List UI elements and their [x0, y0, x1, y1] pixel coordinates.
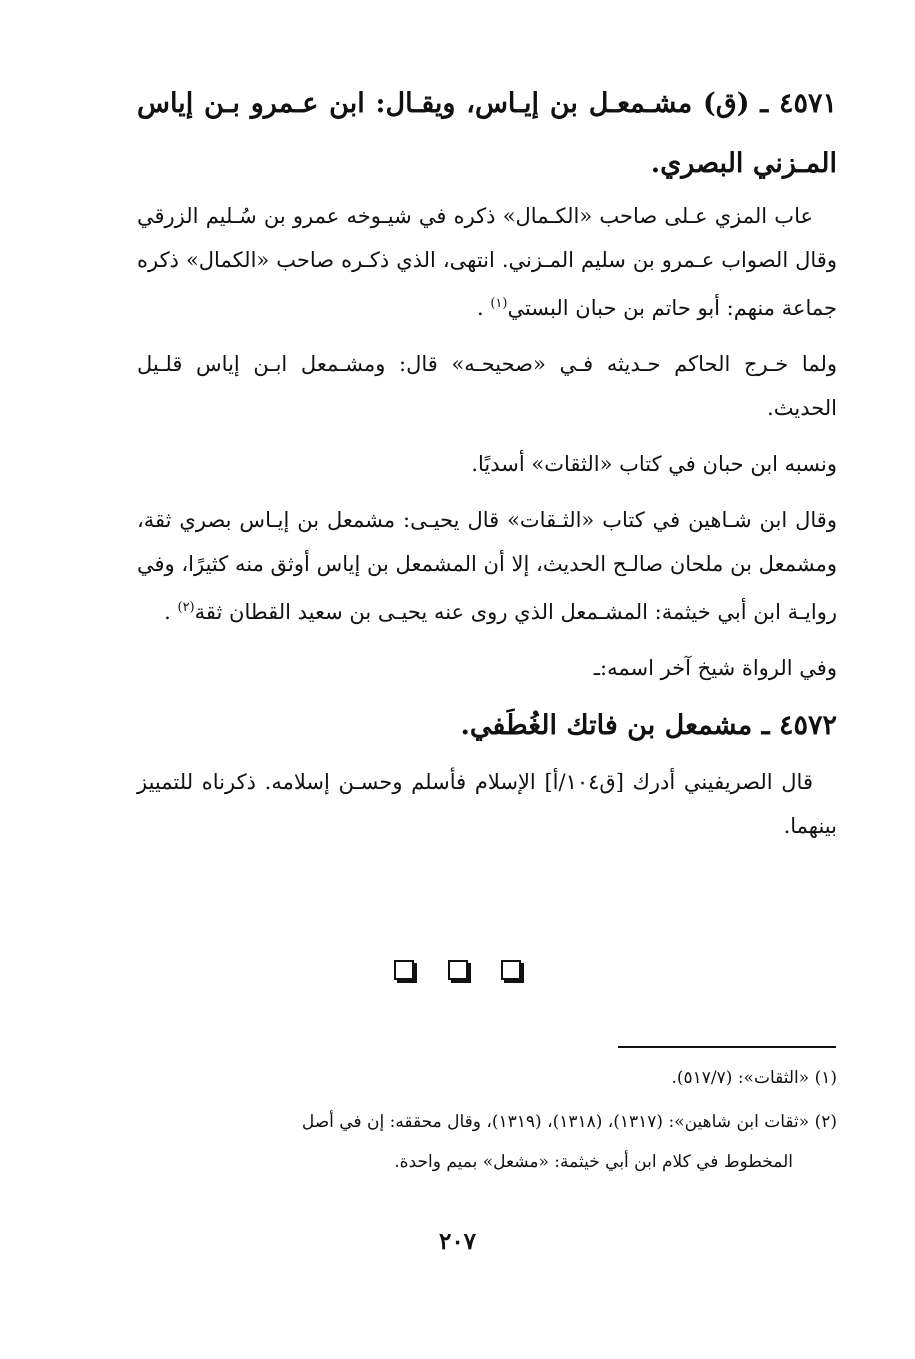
footnote-divider	[618, 1046, 836, 1048]
square-ornament-icon	[501, 960, 521, 980]
paragraph-1	[137, 194, 837, 330]
paragraph-6: قال الصريفيني أدرك [ق١٠٤/أ] الإسلام فأسلم وحسـن إسلامه. ذكرناه للتمييز بينهما.	[137, 770, 837, 838]
paragraph-4	[137, 498, 837, 634]
footnote-2-text: «ثقات ابن شاهين»: (١٣١٧)، (١٣١٨)، (١٣١٩)، وقال محققه: إن في أصل	[301, 1112, 810, 1132]
paragraph-4-text: وقال ابن شـاهين في كتاب «الثـقات» قال يحيـى: مشمعل بن إيـاس بصري ثقة، ومشمعل بن ملحان صالـح الحديث، إلا أن المشمعل بن إياس أوثق منه كثيرًا، وفي روايـة ابن أبي خيثمة: المشـمعل الذي روى عنه يحيـى بن سعيد القطان ثقة	[137, 508, 837, 624]
paragraph-4-end: .	[164, 600, 178, 624]
paragraph-1-text: عاب المزي عـلى صاحب «الكـمال» ذكره في شيـوخه عمرو بن سُـليم الزرقي وقال الصواب عـمرو بن سليم المـزني. انتهى، الذي ذكـره صاحب «الكمال» ذكره جماعة منهم: أبو حاتم بن حبان البستي	[137, 204, 837, 320]
page-number: ٢٠٧	[438, 1228, 477, 1255]
footnote-mark-2: (٢)	[177, 600, 195, 615]
footnote-2-continuation: المخطوط في كلام ابن أبي خيثمة: «مشعل» بميم واحدة.	[394, 1152, 793, 1172]
paragraph-5: وفي الرواة شيخ آخر اسمه:ـ	[593, 656, 837, 680]
paragraph-3: ونسبه ابن حبان في كتاب «الثقات» أسديًا.	[471, 452, 837, 476]
footnote-2	[137, 1102, 837, 1182]
footnote-1-text: «الثقات»: (٥١٧/٧).	[671, 1068, 810, 1088]
footnotes	[137, 1058, 837, 1186]
footnote-1	[137, 1058, 837, 1098]
section-end-ornaments	[0, 960, 915, 984]
footnote-1-label: (١)	[814, 1068, 837, 1088]
entry-heading-4571: ٤٥٧١ ـ (ق) مشـمعـل بن إيـاس، ويقـال: ابن عـمرو بـن إياس المـزني البصري.	[137, 88, 837, 179]
paragraph-1-end: .	[476, 296, 491, 320]
square-ornament-icon	[394, 960, 414, 980]
square-ornament-icon	[448, 960, 468, 980]
footnote-mark-1: (١)	[490, 296, 508, 311]
entry-heading-4572: ٤٥٧٢ ـ مشمعل بن فاتك الغُطَفي.	[460, 710, 837, 741]
footnote-2-label: (٢)	[814, 1112, 837, 1132]
paragraph-2: ولما خـرج الحاكم حـديثه فـي «صحيحـه» قال: ومشـمعل ابـن إياس قلـيل الحديث.	[137, 352, 837, 420]
main-text	[137, 74, 837, 860]
